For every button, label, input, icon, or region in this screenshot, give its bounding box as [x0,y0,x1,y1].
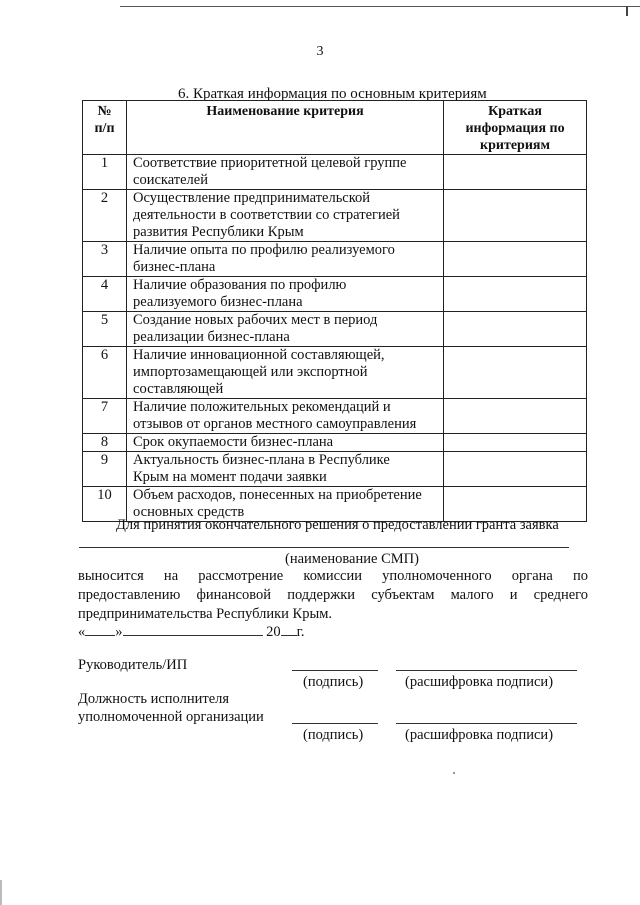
table-row [83,452,587,487]
table-header-row [83,101,587,155]
brief-info-cell[interactable] [444,242,587,277]
brief-info-cell[interactable] [444,312,587,347]
criterion-line: Наличие инновационной составляющей, [133,347,385,363]
date-day-field[interactable] [85,622,115,636]
criterion-line: отзывов от органов местного самоуправления [133,416,417,432]
table-row [83,312,587,347]
date-open-quote: « [78,624,86,640]
criterion-name [127,399,444,434]
date-month-field[interactable] [123,622,263,636]
row-number: 9 [83,452,127,487]
brief-info-cell[interactable] [444,347,587,399]
criterion-line: Наличие опыта по профилю реализуемого [133,242,395,258]
row-number: 3 [83,242,127,277]
date-close-quote: » [115,624,123,640]
row-number: 6 [83,347,127,399]
smp-name-field[interactable] [79,547,569,548]
header-number-line: п/п [94,121,115,136]
executor-signature-field[interactable] [292,723,378,724]
brief-info-cell[interactable] [444,434,587,452]
header-info-line: Краткая [488,104,542,119]
scan-edge-mark [0,880,2,905]
criterion-line: Создание новых рабочих мест в период [133,312,378,328]
decision-intro: Для принятия окончательного решения о предоставлении гранта заявка [116,517,559,533]
criterion-line: реализации бизнес-плана [133,329,290,345]
smp-name-caption: (наименование СМП) [285,551,419,567]
criterion-name [127,242,444,277]
signature-caption: (подпись) [303,727,364,743]
criterion-name [127,312,444,347]
criteria-table-body [83,155,587,522]
criterion-line: развития Республики Крым [133,224,304,240]
header-number [83,101,127,155]
criterion-line: составляющей [133,381,224,397]
criterion-name [127,434,444,452]
paragraph-line: предоставлению финансовой поддержки субъектам малого и среднего [78,587,588,603]
criterion-name [127,190,444,242]
table-row [83,242,587,277]
header-criterion-name: Наименование критерия [127,101,444,155]
executor-label-line: уполномоченной организации [78,709,264,725]
scan-speck [453,772,455,774]
row-number: 1 [83,155,127,190]
head-decoding-field[interactable] [396,670,577,671]
row-number: 5 [83,312,127,347]
header-number-line: № [97,104,112,119]
criterion-line: Осуществление предпринимательской [133,190,371,206]
criterion-name [127,452,444,487]
criterion-line: деятельности в соответствии со стратегией [133,207,400,223]
executor-label-line: Должность исполнителя [78,691,230,707]
date-year-suffix: г. [296,624,305,640]
row-number: 4 [83,277,127,312]
table-row [83,347,587,399]
brief-info-cell[interactable] [444,155,587,190]
table-row [83,434,587,452]
table-row [83,277,587,312]
signature-caption: (подпись) [303,674,364,690]
brief-info-cell[interactable] [444,190,587,242]
criteria-table [82,100,587,522]
row-number: 8 [83,434,127,452]
paragraph-line: выносится на рассмотрение комиссии уполномоченного органа по [78,568,588,584]
row-number: 7 [83,399,127,434]
top-edge-rule [120,6,640,7]
criterion-line: Актуальность бизнес-плана в Республике [133,452,390,468]
date-year-field[interactable] [281,622,297,636]
section-title: 6. Краткая информация по основным критериям [178,86,487,102]
header-brief-info [444,101,587,155]
decision-paragraph [78,567,588,624]
criterion-line: Объем расходов, понесенных на приобретение [133,487,422,503]
criterion-line: Крым на момент подачи заявки [133,469,327,485]
criterion-line: Соответствие приоритетной целевой группе [133,155,407,171]
criterion-line: соискателей [133,172,208,188]
criterion-name [127,277,444,312]
table-row [83,399,587,434]
decoding-caption: (расшифровка подписи) [405,727,554,743]
date-year-prefix: 20 [266,624,281,640]
paragraph-line: предпринимательства Республики Крым. [78,606,332,622]
criterion-line: импортозамещающей или экспортной [133,364,368,380]
brief-info-cell[interactable] [444,452,587,487]
date-line [78,622,305,641]
head-signature-field[interactable] [292,670,378,671]
brief-info-cell[interactable] [444,399,587,434]
header-info-line: информация по [465,121,565,136]
criterion-line: реализуемого бизнес-плана [133,294,303,310]
criterion-name [127,155,444,190]
page-number: 3 [316,44,324,59]
table-row [83,190,587,242]
criterion-line: Наличие положительных рекомендаций и [133,399,391,415]
decoding-caption: (расшифровка подписи) [405,674,554,690]
head-label: Руководитель/ИП [78,657,188,673]
criterion-line: Срок окупаемости бизнес-плана [133,434,334,450]
criterion-line: Наличие образования по профилю [133,277,347,293]
top-edge-mark [626,6,628,16]
table-row [83,155,587,190]
brief-info-cell[interactable] [444,277,587,312]
row-number: 10 [83,487,127,522]
criterion-line: основных средств [133,504,245,520]
header-info-line: критериям [480,138,551,153]
criterion-line: бизнес-плана [133,259,216,275]
executor-decoding-field[interactable] [396,723,577,724]
criterion-name [127,347,444,399]
row-number: 2 [83,190,127,242]
